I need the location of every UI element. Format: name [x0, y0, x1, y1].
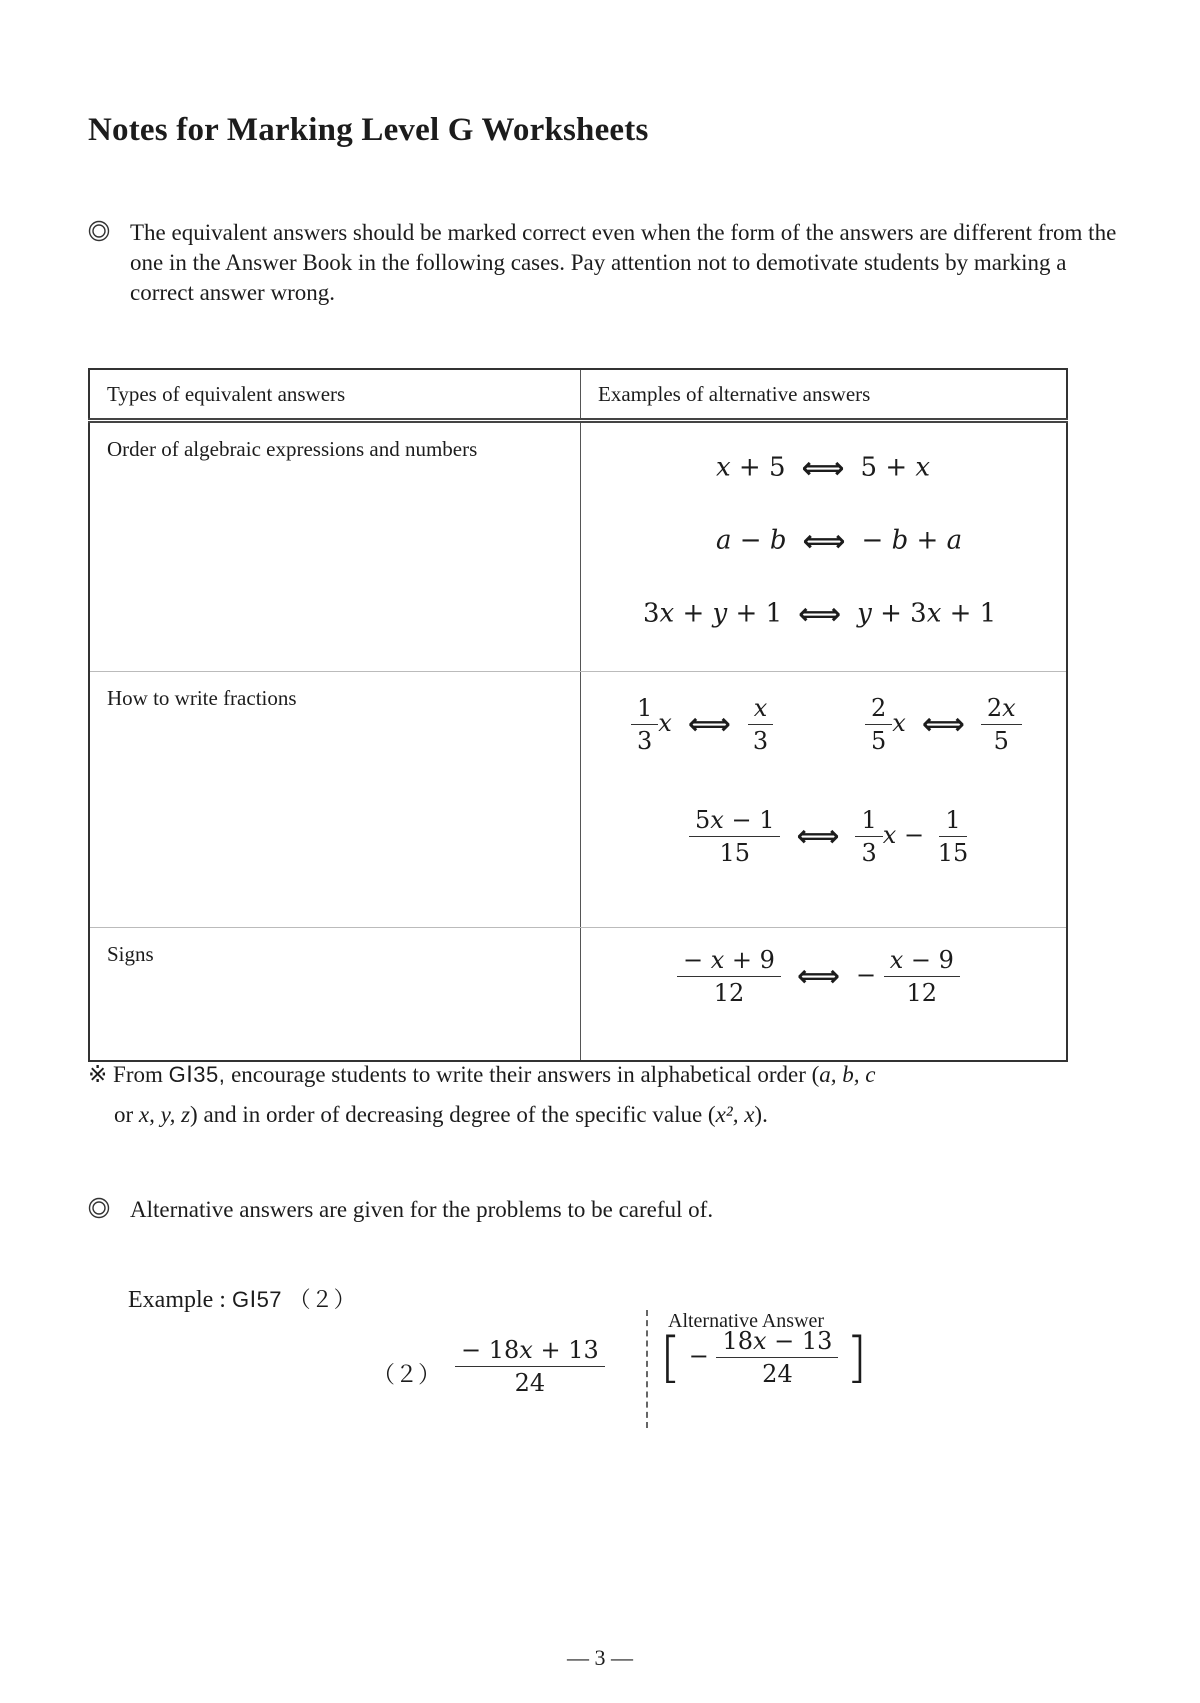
- note-text-c: ) and in order of decreasing degree of the specific value (: [190, 1102, 716, 1127]
- right-bracket-icon: ]: [846, 1326, 868, 1389]
- problem-number: （２）: [372, 1362, 441, 1387]
- alphabetical-order-note: [88, 1055, 1098, 1135]
- note-vars-abc: a, b, c: [819, 1062, 876, 1087]
- note-text-d: ).: [754, 1102, 768, 1127]
- equivalent-answers-table: [88, 368, 1068, 1062]
- example-3x-y-1: 3x + y + 1 ⟺ y + 3x + 1: [643, 597, 997, 632]
- example-answer: $\frac{- 18x + 13}{24}$: [455, 1336, 605, 1397]
- left-bracket-icon: [: [660, 1326, 682, 1389]
- sign-examples: [581, 928, 1068, 1062]
- double-arrow-icon: ⟺: [796, 959, 840, 994]
- note-vars-degree: x², x: [715, 1102, 755, 1127]
- double-circle-icon: [88, 220, 110, 242]
- row-type-label: Order of algebraic expressions and numbers: [89, 421, 581, 672]
- example-commutative-x5: x + 5 ⟺ 5 + x: [716, 451, 931, 486]
- table-row: [89, 421, 1067, 672]
- example-label: [128, 1283, 356, 1314]
- note-from: From: [113, 1062, 163, 1087]
- note-text-a: encourage students to write their answers in alphabetical order (: [231, 1062, 820, 1087]
- example-signs: $\frac{- x + 9}{12}$ ⟺ − $\frac{x - 9}{12}$: [677, 946, 960, 1007]
- table-row: [89, 928, 1067, 1062]
- example-a-minus-b: a − b ⟺ − b + a: [716, 524, 963, 559]
- fraction-examples: [581, 672, 1068, 928]
- page-number: — 3 —: [567, 1645, 633, 1670]
- alternative-answers-text: Alternative answers are given for the problems to be careful of.: [130, 1197, 714, 1222]
- note-vars-xyz: x, y, z: [138, 1102, 191, 1127]
- note-text-b: or: [114, 1102, 134, 1127]
- header-examples: Examples of alternative answers: [581, 369, 1068, 421]
- double-circle-icon: [88, 1197, 110, 1219]
- alternative-answers-paragraph: [88, 1195, 1128, 1225]
- row-type-label: Signs: [89, 928, 581, 1062]
- note-code: GⅠ35,: [168, 1062, 226, 1087]
- example-prefix: Example :: [128, 1287, 226, 1313]
- row-type-label: How to write fractions: [89, 672, 581, 928]
- example-5x-minus-1: $\frac{5x - 1}{15}$ ⟺ $\frac{1}{3}$ x − $\frac{1}{15}$: [689, 806, 974, 867]
- double-arrow-icon: ⟺: [798, 597, 842, 632]
- dashed-divider: [646, 1310, 648, 1428]
- example-third-x: $\frac{1}{3}$ x ⟺ $\frac{x}{3}$: [631, 694, 774, 755]
- intro-paragraph: [88, 218, 1128, 308]
- page-title: Notes for Marking Level G Worksheets: [88, 112, 649, 148]
- intro-text: The equivalent answers should be marked correct even when the form of the answers are different from the one in the Answer Book in the following cases. Pay attention not to demotivate students by marking a correct answer wrong.: [130, 220, 1117, 305]
- double-arrow-icon: ⟺: [802, 524, 846, 559]
- alternative-answer: [ − $\frac{18x - 13}{24}$ ]: [660, 1326, 868, 1389]
- double-arrow-icon: ⟺: [801, 451, 845, 486]
- double-arrow-icon: ⟺: [687, 707, 731, 742]
- order-examples: [581, 421, 1068, 672]
- example-two-fifths-x: $\frac{2}{5}$ x ⟺ $\frac{2x}{5}$: [865, 694, 1022, 755]
- alternative-answer-caption: Alternative Answer: [668, 1310, 825, 1332]
- example-code: GⅠ57 （２）: [231, 1287, 357, 1312]
- header-types: Types of equivalent answers: [89, 369, 581, 421]
- note-symbol: ※: [88, 1062, 108, 1087]
- double-arrow-icon: ⟺: [921, 707, 965, 742]
- double-arrow-icon: ⟺: [796, 819, 840, 854]
- table-row: [89, 672, 1067, 928]
